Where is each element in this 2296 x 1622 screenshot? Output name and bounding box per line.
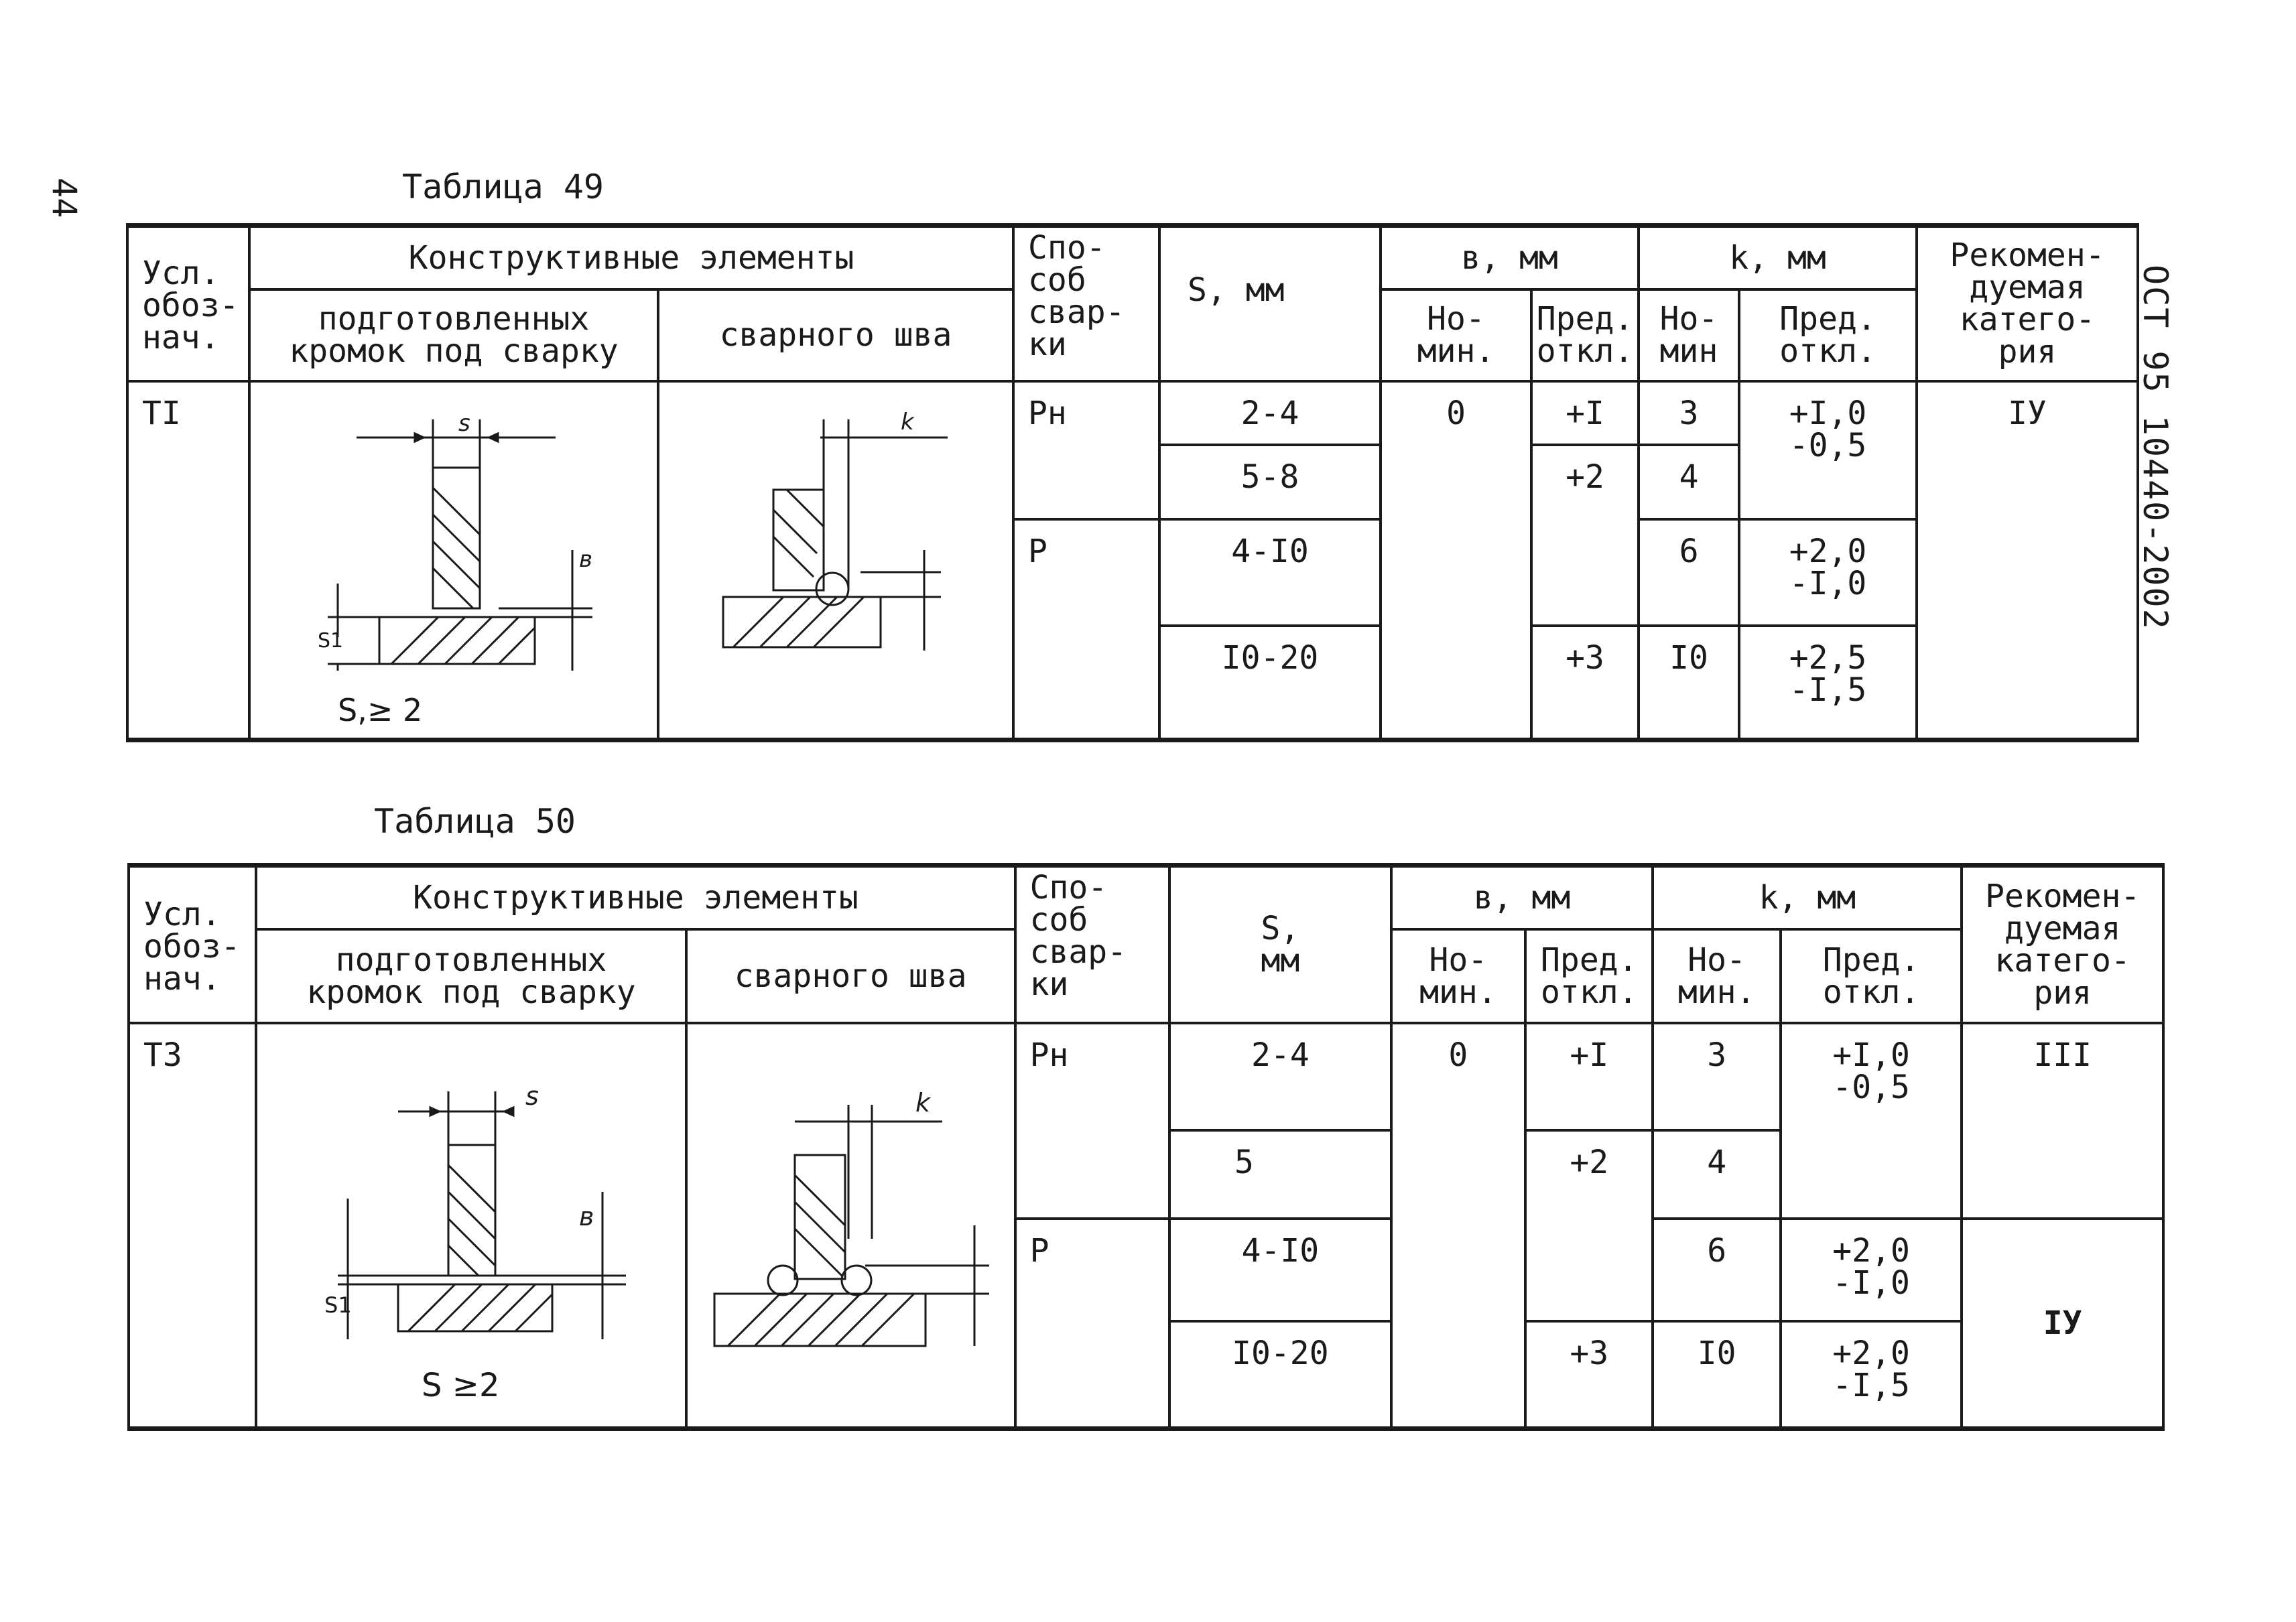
method-r: Р xyxy=(1015,1219,1169,1428)
b-dev-1: +I xyxy=(1525,1023,1653,1130)
b-dev-1: +I xyxy=(1531,381,1639,445)
designation-cell: ТI xyxy=(127,381,249,740)
prepared-edges-drawing xyxy=(256,1023,686,1429)
k-nominal-4: I0 xyxy=(1653,1321,1780,1428)
header-b-deviation: Пред. откл. xyxy=(1531,289,1639,381)
dim-label-s: s xyxy=(458,409,470,437)
k-nominal-4: I0 xyxy=(1639,626,1739,740)
header-method: Спо- соб свар- ки xyxy=(1013,226,1159,381)
header-prepared-edges: подготовленных кромок под сварку xyxy=(256,929,686,1023)
header-prepared-edges: подготовленных кромок под сварку xyxy=(249,289,658,381)
header-designation: Усл. обоз- нач. xyxy=(129,866,256,1023)
b-dev-2: +2 xyxy=(1531,445,1639,626)
method-r: Р xyxy=(1013,519,1159,740)
s-value-1: 2-4 xyxy=(1159,381,1381,445)
method-rn: Рн xyxy=(1015,1023,1169,1219)
thickness-note: S,≥ 2 xyxy=(338,691,423,728)
header-method: Спо- соб свар- ки xyxy=(1015,866,1169,1023)
dim-label-k: k xyxy=(915,1087,930,1118)
s-value-1: 2-4 xyxy=(1169,1023,1391,1130)
header-b-deviation: Пред. откл. xyxy=(1525,929,1653,1023)
table-50 xyxy=(127,863,2165,1431)
b-nominal: 0 xyxy=(1381,381,1531,740)
method-rn: Рн xyxy=(1013,381,1159,519)
k-dev-3: +2,0 -I,5 xyxy=(1781,1321,1962,1428)
s-value-2: 5-8 xyxy=(1159,445,1381,519)
header-s: S, мм xyxy=(1159,226,1381,381)
thickness-note: S ≥2 xyxy=(422,1366,500,1404)
k-dev-3: +2,5 -I,5 xyxy=(1739,626,1917,740)
dim-label-s1: S1 xyxy=(318,628,344,653)
s-value-4: I0-20 xyxy=(1169,1321,1391,1428)
header-k-nominal: Но- мин. xyxy=(1653,929,1780,1023)
header-k-nominal: Но- мин xyxy=(1639,289,1739,381)
table-49 xyxy=(126,223,2139,742)
k-dev-1: +I,0 -0,5 xyxy=(1781,1023,1962,1219)
s-value-4: I0-20 xyxy=(1159,626,1381,740)
k-nominal-2: 4 xyxy=(1639,445,1739,519)
prepared-edges-drawing xyxy=(249,381,658,740)
page-number: 44 xyxy=(45,178,84,218)
header-weld-seam: сварного шва xyxy=(686,929,1015,1023)
category-cell: IУ xyxy=(1917,381,2138,740)
k-dev-2: +2,0 -I,0 xyxy=(1781,1219,1962,1321)
k-nominal-1: 3 xyxy=(1653,1023,1780,1130)
header-elements: Конструктивные элементы xyxy=(256,866,1015,929)
k-nominal-2: 4 xyxy=(1653,1130,1780,1219)
header-elements: Конструктивные элементы xyxy=(249,226,1013,289)
k-nominal-3: 6 xyxy=(1653,1219,1780,1321)
weld-seam-drawing xyxy=(686,1023,1015,1429)
dim-label-b: в xyxy=(579,1201,594,1231)
edge-preparation-sketch xyxy=(257,1024,680,1426)
s-value-3: 4-I0 xyxy=(1159,519,1381,626)
designation-cell: ТЗ xyxy=(129,1023,256,1429)
weld-seam-sketch xyxy=(659,383,1008,738)
k-dev-2: +2,0 -I,0 xyxy=(1739,519,1917,626)
edge-preparation-sketch xyxy=(251,383,653,738)
category-cell-1: III xyxy=(1962,1023,2163,1219)
header-s: S, мм xyxy=(1169,866,1391,1023)
document-code: ОСТ 95 10440-2002 xyxy=(2136,265,2175,630)
k-nominal-3: 6 xyxy=(1639,519,1739,626)
k-nominal-1: 3 xyxy=(1639,381,1739,445)
category-cell-2: IУ xyxy=(1962,1219,2163,1428)
table-50-caption: Таблица 50 xyxy=(374,802,576,841)
b-dev-3: +3 xyxy=(1531,626,1639,740)
table-49-caption: Таблица 49 xyxy=(402,167,604,206)
dim-label-s1: S1 xyxy=(324,1292,353,1318)
header-b: в, мм xyxy=(1381,226,1639,289)
header-weld-seam: сварного шва xyxy=(658,289,1013,381)
dim-label-s: s xyxy=(525,1081,539,1111)
b-dev-2: +2 xyxy=(1525,1130,1653,1322)
header-b-nominal: Но- мин. xyxy=(1391,929,1525,1023)
dim-label-b: в xyxy=(579,545,593,573)
header-k-deviation: Пред. откл. xyxy=(1781,929,1962,1023)
weld-seam-sketch xyxy=(688,1024,1009,1426)
header-category: Рекомен- дуемая катего- рия xyxy=(1962,866,2163,1023)
weld-seam-drawing xyxy=(658,381,1013,740)
header-b: в, мм xyxy=(1391,866,1653,929)
header-b-nominal: Но- мин. xyxy=(1381,289,1531,381)
header-designation: Усл. обоз- нач. xyxy=(127,226,249,381)
s-value-3: 4-I0 xyxy=(1169,1219,1391,1321)
header-k: k, мм xyxy=(1653,866,1962,929)
header-k-deviation: Пред. откл. xyxy=(1739,289,1917,381)
b-nominal: 0 xyxy=(1391,1023,1525,1429)
dim-label-k: k xyxy=(901,408,914,435)
header-k: k, мм xyxy=(1639,226,1917,289)
header-category: Рекомен- дуемая катего- рия xyxy=(1917,226,2138,381)
s-value-2: 5 xyxy=(1169,1130,1391,1219)
k-dev-1: +I,0 -0,5 xyxy=(1739,381,1917,519)
b-dev-3: +3 xyxy=(1525,1321,1653,1428)
